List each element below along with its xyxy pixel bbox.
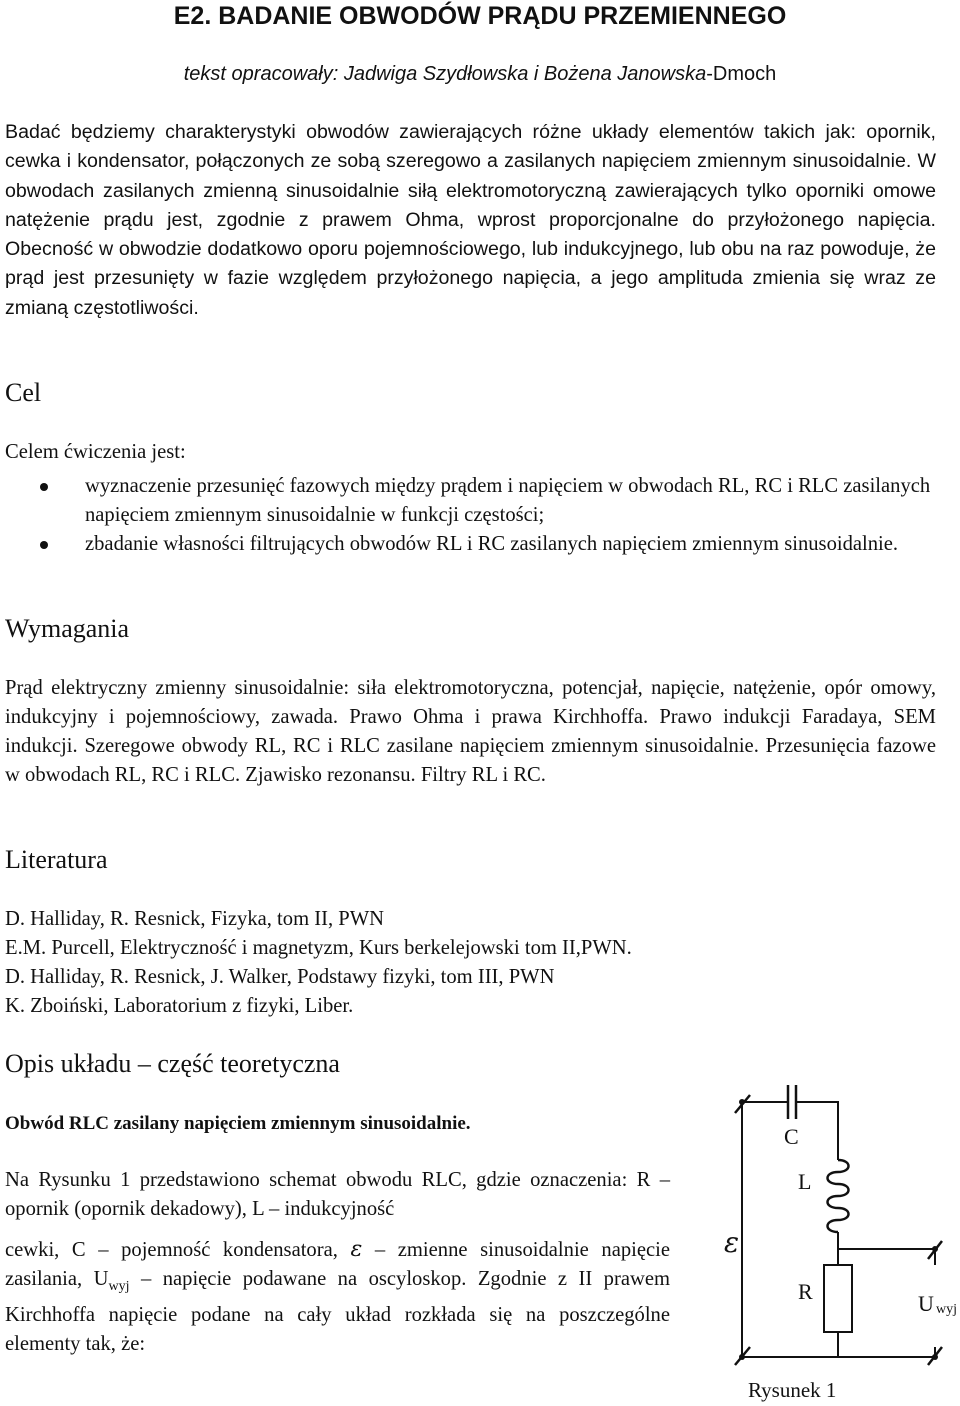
bibliography-item: D. Halliday, R. Resnick, J. Walker, Podstawy fizyki, tom III, PWN (5, 966, 555, 988)
label-r: R (798, 1279, 813, 1304)
figure-caption: Rysunek 1 (748, 1378, 837, 1402)
bibliography-item: D. Halliday, R. Resnick, Fizyka, tom II, PWN (5, 908, 385, 930)
paragraph-text: cewki, C – pojemność kondensatora, (5, 1239, 338, 1261)
rlc-circuit-diagram (690, 1075, 960, 1375)
label-u-sub: wyj (936, 1302, 957, 1317)
terminal-dot (739, 1099, 745, 1105)
wymagania-paragraph: Prąd elektryczny zmienny sinusoidalnie: siła elektromotoryczna, potencjał, napięcie, natężenie, opór omowy, indukcyjny i pojemnościowy, zawada. Prawo Ohma i prawa Kirchhoffa. Prawo indukcji Faradaya, SEM indukcji. Szeregowe obwody RL, RC i RLC zasilane napięciem zmiennym sinusoidalnie. Przesunięcia fazowe w obwodach RL, RC i RLC. Zjawisko rezonansu. Filtry RL i RC. (5, 677, 936, 786)
paragraph-text: – napięcie podawane na oscyloskop. Zgodnie z II prawem Kirchhoffa napięcie podane na cały układ rozkłada się na poszczególne elementy tak, że: (5, 1268, 670, 1356)
label-l: L (798, 1169, 812, 1194)
authors-names: tekst opracowały: Jadwiga Szydłowska i Bożena Janowska (183, 63, 707, 85)
list-item (40, 472, 936, 530)
goal-text: zbadanie własności filtrujących obwodów RL i RC zasilanych napięciem zmiennym sinusoidalnie. (85, 533, 899, 555)
bullet-icon (40, 483, 48, 491)
wire (796, 1102, 838, 1160)
section-heading-wymagania: Wymagania (5, 614, 130, 643)
list-item (40, 530, 936, 559)
bullet-icon (40, 541, 48, 549)
section-heading-cel: Cel (5, 378, 42, 407)
bibliography-item: E.M. Purcell, Elektryczność i magnetyzm, Kurs berkelejowski tom II,PWN. (5, 937, 632, 959)
label-u: U (918, 1291, 934, 1316)
emf-symbol: ε (350, 1237, 363, 1262)
page-title: E2. BADANIE OBWODÓW PRĄDU PRZEMIENNEGO (173, 2, 787, 30)
bibliography-list (5, 905, 632, 1021)
subheading-rlc: Obwód RLC zasilany napięciem zmiennym sinusoidalnie. (5, 1113, 471, 1134)
authors-line (0, 63, 960, 86)
label-c: C (784, 1124, 799, 1149)
description-paragraph-1: Na Rysunku 1 przedstawiono schemat obwodu RLC, gdzie oznaczenia: R –opornik (opornik dekadowy), L – indukcyjność (5, 1169, 670, 1220)
intro-paragraph: Badać będziemy charakterystyki obwodów zawierających różne układy elementów takich jak: opornik, cewka i kondensator, połączonych ze sobą szeregowo a zasilanych napięciem zmiennym sinusoidalnie. W obwodach zasilanych zmienną sinusoidalnie siłą elektromotoryczną zawierających tylko oporniki omowe natężenie prądu jest, zgodnie z prawem Ohma, wprost proporcjonalne do przyłożonego napięcia. Obecność w obwodzie dodatkowo oporu pojemnościowego, lub indukcyjnego, lub obu na raz powoduje, że prąd jest przesunięty w fazie względem przyłożonego napięcia, a jego amplituda zmienia się wraz ze zmianą częstotliwości. (5, 121, 936, 319)
bibliography-item: K. Zboiński, Laboratorium z fizyki, Liber. (5, 995, 354, 1017)
goal-text: wyznaczenie przesunięć fazowych między prądem i napięciem w obwodach RL, RC i RLC zasilanych napięciem zmiennym sinusoidalnie w funkcji częstości; (85, 475, 931, 526)
description-paragraph-2 (5, 1235, 670, 1359)
cel-lead: Celem ćwiczenia jest: (5, 441, 186, 463)
terminal-dot (932, 1354, 938, 1360)
resistor (824, 1265, 852, 1332)
subscript: wyj (108, 1279, 130, 1295)
section-heading-opis: Opis układu – część teoretyczna (5, 1049, 340, 1078)
authors-suffix: -Dmoch (706, 63, 777, 85)
label-emf: ε (724, 1226, 740, 1259)
terminal-dot (932, 1246, 938, 1252)
section-heading-literatura: Literatura (5, 845, 108, 874)
paragraph-text: – zmienne sinusoidalnie napięcie zasilania, U (5, 1239, 670, 1290)
goals-list (40, 472, 936, 559)
wire (838, 1347, 935, 1357)
inductor-coil (828, 1160, 849, 1232)
wire (838, 1249, 935, 1265)
wire (742, 1332, 838, 1357)
terminal-dot (739, 1354, 745, 1360)
